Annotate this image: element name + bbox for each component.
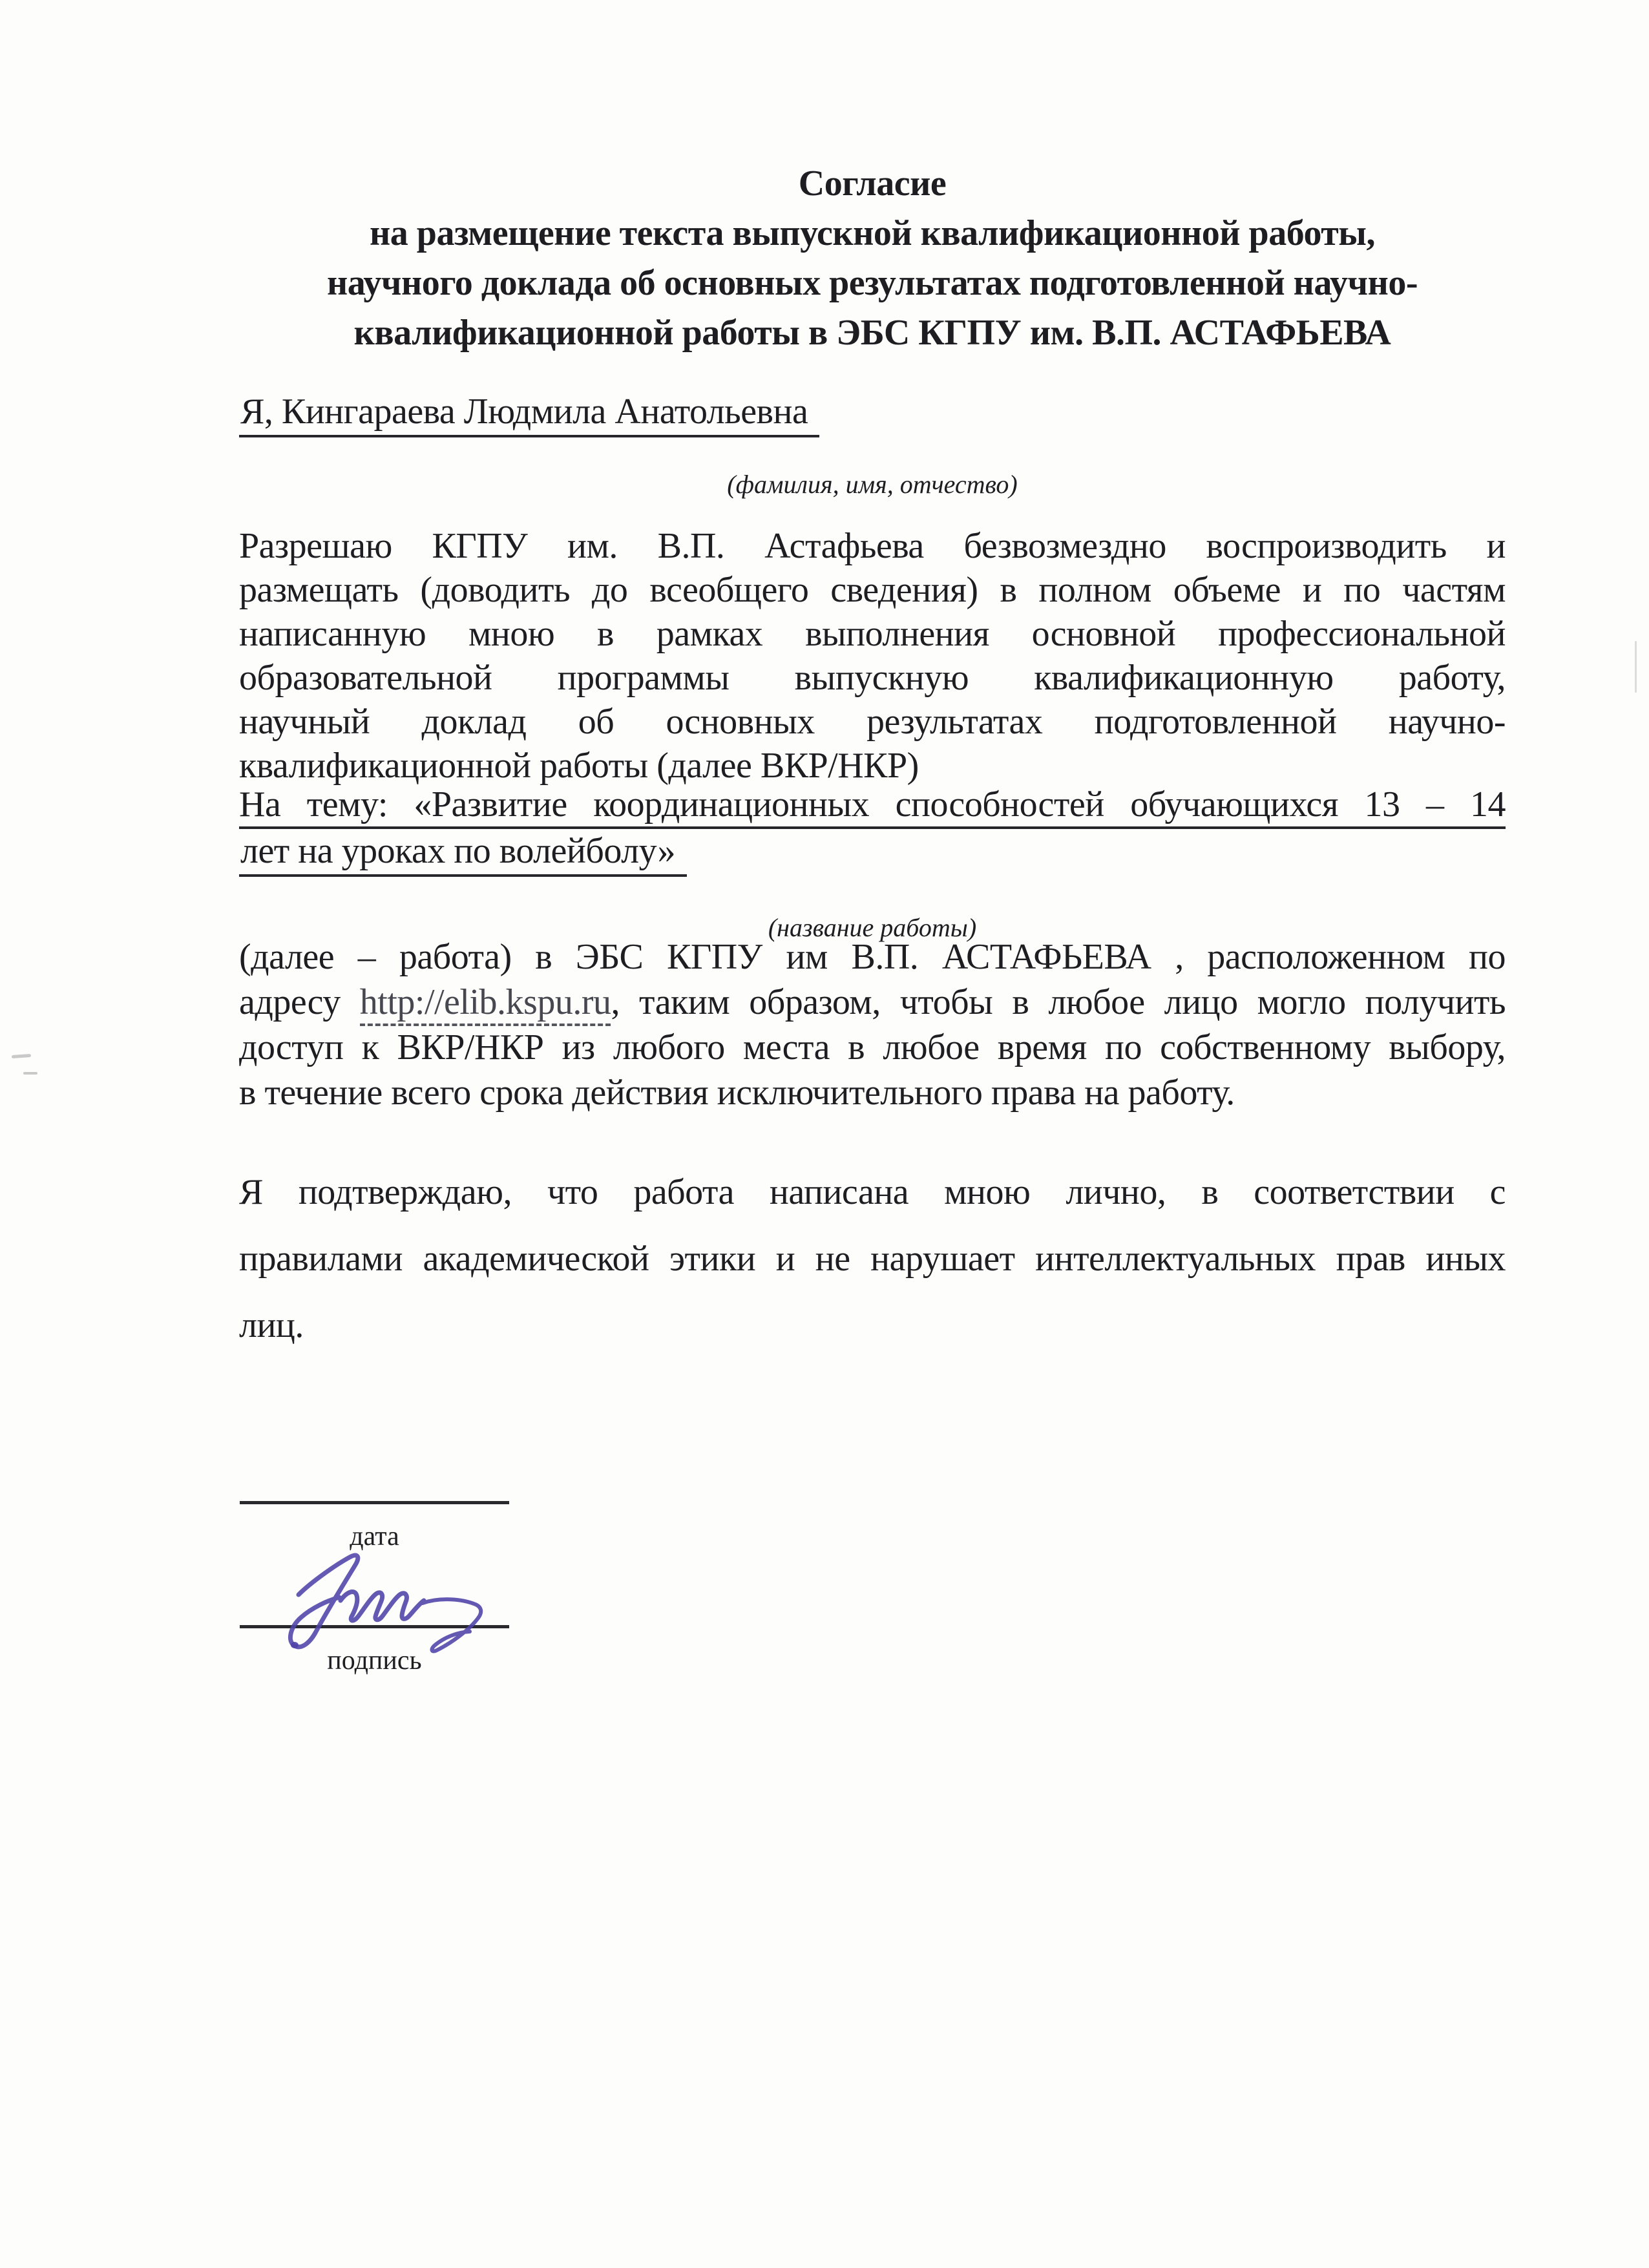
fio-hint-label: (фамилия, имя, отчество) [727,470,1018,499]
title-line: квалификационной работы в ЭБС КГПУ им. В.П. АСТАФЬЕВА [353,313,1391,353]
document-title [239,159,1506,358]
paragraph-line: лиц. [239,1305,304,1345]
scan-speck [23,1072,37,1075]
paragraph-line: (далее – работа) в ЭБС КГПУ им В.П. АСТАФЬЕВА , расположенном по [239,937,1506,977]
declarant-name-line [239,390,1506,437]
date-label: дата [350,1522,399,1551]
paragraph-line: образовательной программы выпускную квалификационную работу, [239,658,1506,698]
paragraph-line: написанную мною в рамках выполнения основной профессиональной [239,614,1506,654]
work-title-hint-label: (название работы) [768,913,977,942]
topic-line [239,829,1506,873]
title-line: научного доклада об основных результатах подготовленной научно- [326,263,1418,303]
paragraph-text: адресу [239,982,360,1022]
permission-paragraph [239,524,1506,788]
paragraph-line: в течение всего срока действия исключительного права на работу. [239,1073,1235,1113]
paragraph-line: размещать (доводить до всеобщего сведения) в полном объеме и по частям [239,570,1506,610]
topic-line-text: лет на уроках по волейболу» [239,829,687,877]
paragraph-line: Я подтверждаю, что работа написана мною лично, в соответствии с [239,1172,1506,1212]
ethics-paragraph [239,1159,1506,1359]
signature-label: подпись [327,1646,422,1675]
scan-speck [12,1054,31,1058]
paragraph-line: научный доклад об основных результатах подготовленной научно- [239,702,1506,742]
declarant-name: Я, Кингараева Людмила Анатольевна [239,390,819,437]
paragraph-line: доступ к ВКР/НКР из любого места в любое время по собственному выбору, [239,1027,1506,1067]
title-line: на размещение текста выпускной квалификационной работы, [370,213,1375,253]
topic-line: На тему: «Развитие координационных способностей обучающихся 13 – 14 [239,782,1506,829]
paragraph-line: квалификационной работы (далее ВКР/НКР) [239,746,919,786]
title-line: Согласие [798,163,947,204]
elib-url-link: http://elib.kspu.ru [360,982,611,1026]
paragraph-line: Разрешаю КГПУ им. В.П. Астафьева безвозмездно воспроизводить и [239,526,1506,566]
scan-speck [1635,641,1637,693]
paragraph-line: правилами академической этики и не нарушает интеллектуальных прав иных [239,1239,1506,1279]
topic-block [239,782,1506,873]
paragraph-text: , таким образом, чтобы в любое лицо могло получить [611,982,1506,1022]
placement-paragraph [239,934,1506,1115]
paragraph-line [239,980,1506,1025]
date-rule [240,1501,509,1504]
